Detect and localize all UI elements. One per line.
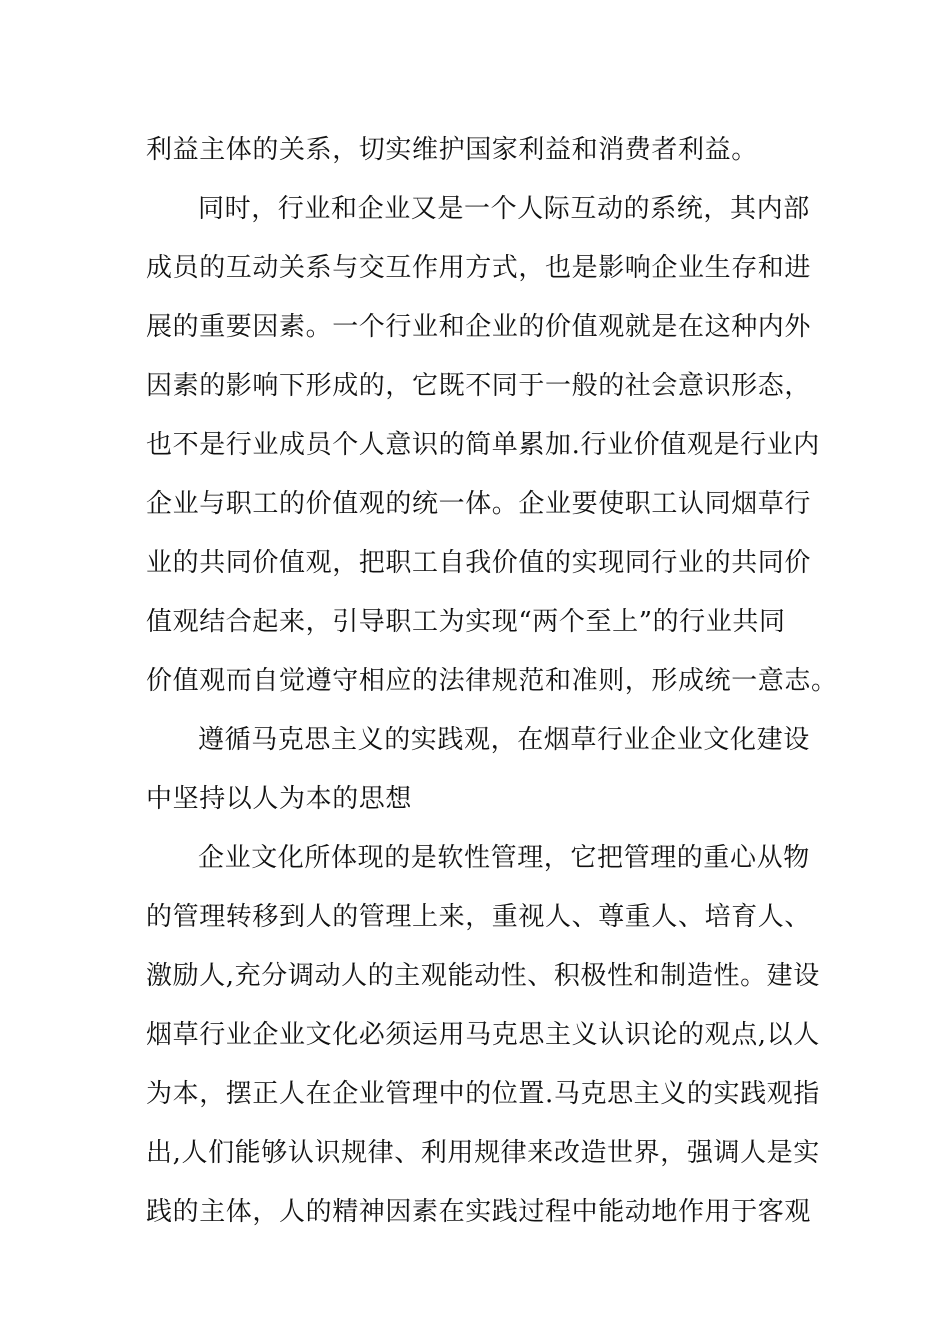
text-line: 也不是行业成员个人意识的简单累加.行业价值观是行业内 — [146, 430, 820, 460]
text-line: 业的共同价值观，把职工自我价值的实现同行业的共同价 — [146, 548, 812, 578]
paragraph-start-line: 企业文化所体现的是软性管理，它把管理的重心从物 — [198, 843, 810, 873]
section-heading-line: 遵循马克思主义的实践观，在烟草行业企业文化建设 — [198, 725, 810, 755]
text-line: 值观结合起来，引导职工为实现“两个至上”的行业共同 — [146, 607, 786, 637]
text-line: 激励人,充分调动人的主观能动性、积极性和制造性。建设 — [146, 961, 820, 991]
text-line: 价值观而自觉遵守相应的法律规范和准则，形成统一意志。 — [146, 666, 838, 696]
text-line: 出,人们能够认识规律、利用规律来改造世界，强调人是实 — [146, 1138, 820, 1168]
text-line: 的管理转移到人的管理上来，重视人、尊重人、培育人、 — [146, 902, 812, 932]
text-line: 因素的影响下形成的，它既不同于一般的社会意识形态， — [146, 371, 812, 401]
section-heading-line: 中坚持以人为本的思想 — [146, 784, 413, 814]
text-line: 践的主体，人的精神因素在实践过程中能动地作用于客观 — [146, 1197, 812, 1227]
paragraph-start-line: 同时，行业和企业又是一个人际互动的系统，其内部 — [198, 194, 810, 224]
text-line: 烟草行业企业文化必须运用马克思主义认识论的观点,以人 — [146, 1020, 820, 1050]
text-line: 展的重要因素。一个行业和企业的价值观就是在这种内外 — [146, 312, 812, 342]
text-line: 利益主体的关系，切实维护国家利益和消费者利益。 — [146, 135, 758, 165]
text-line: 成员的互动关系与交互作用方式，也是影响企业生存和进 — [146, 253, 812, 283]
text-line: 企业与职工的价值观的统一体。企业要使职工认同烟草行 — [146, 489, 812, 519]
text-line: 为本，摆正人在企业管理中的位置.马克思主义的实践观指 — [146, 1079, 820, 1109]
